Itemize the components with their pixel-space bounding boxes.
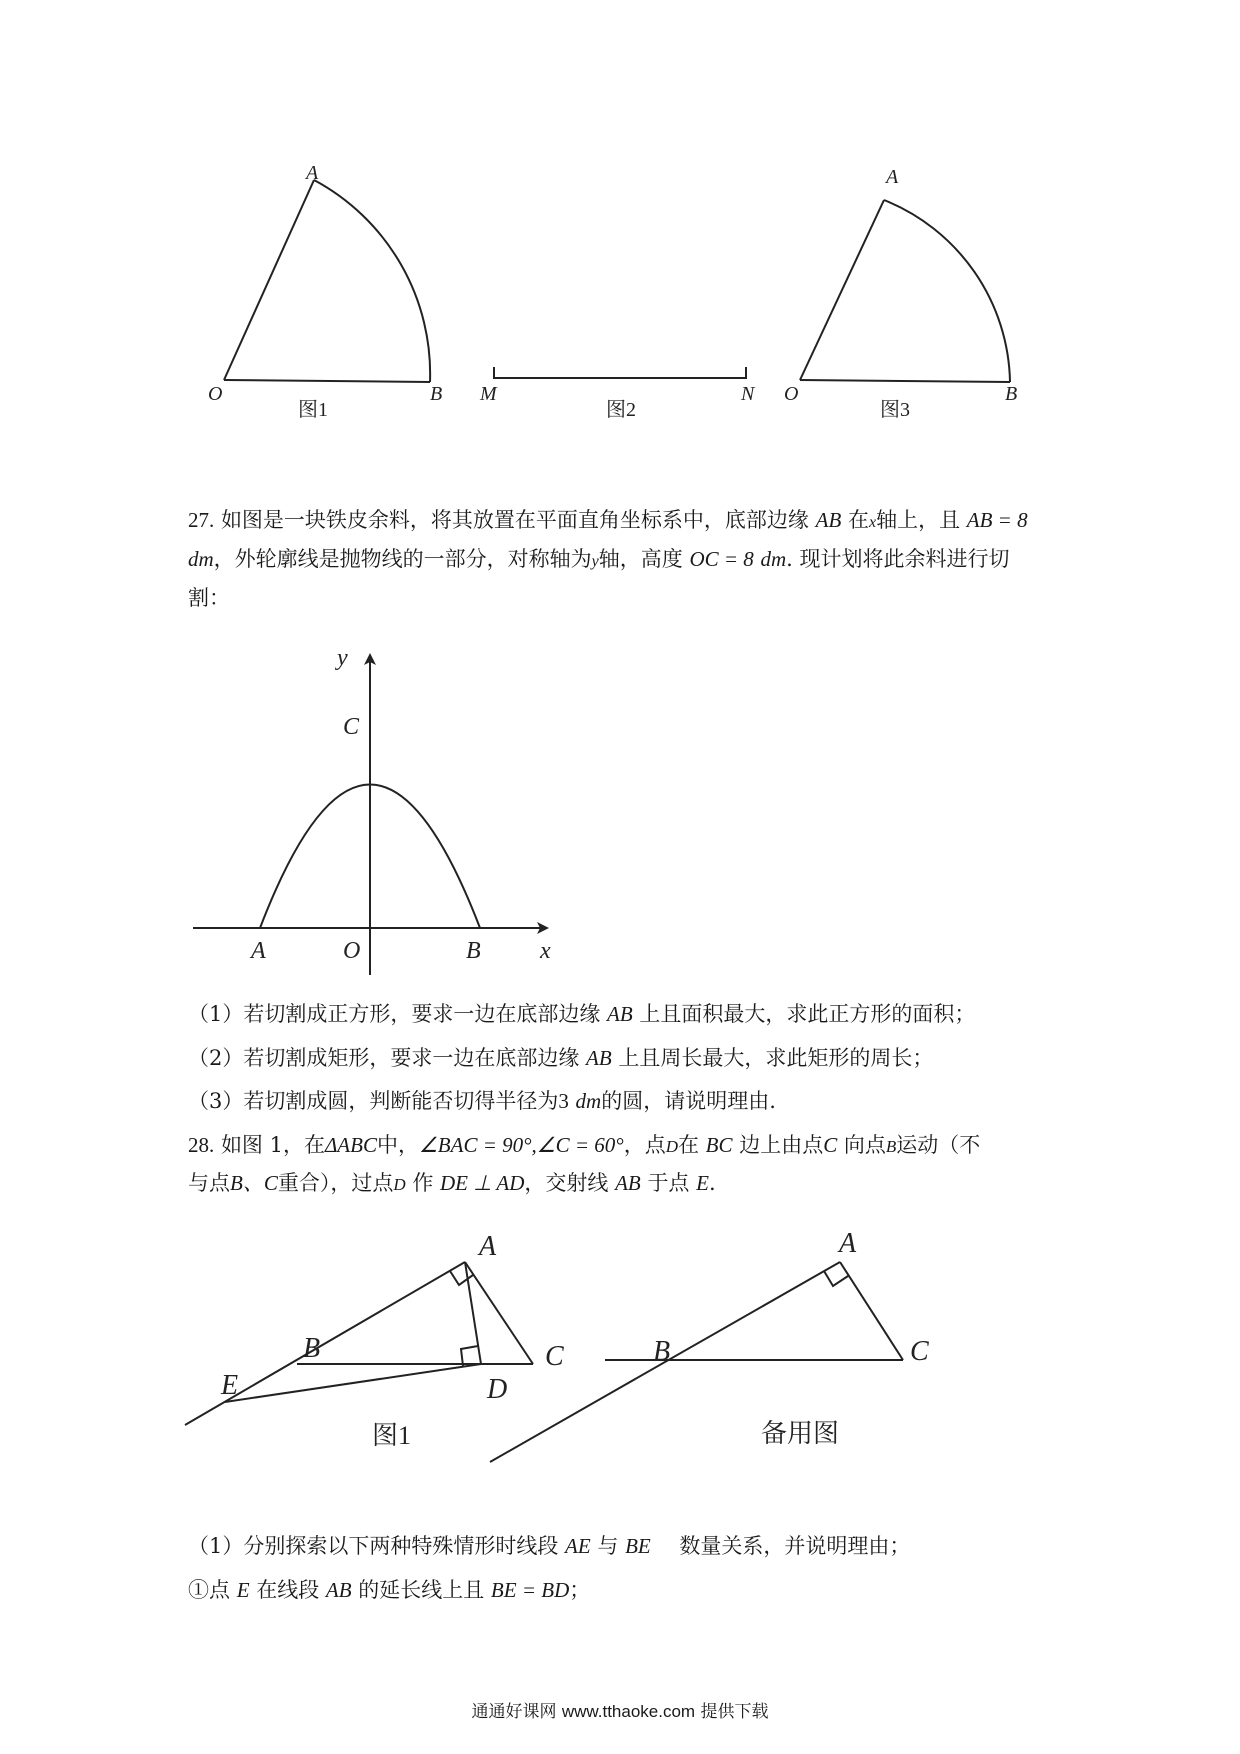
- math-ae: AE: [565, 1534, 591, 1558]
- question-27-sub-3: [188, 1083, 776, 1119]
- math-x: x: [868, 514, 877, 531]
- text: 上且周长最大，求此矩形的周长；: [618, 1046, 934, 1070]
- figure-caption: 图1: [298, 399, 328, 421]
- math-e: E: [696, 1171, 709, 1195]
- text: 边上由点: [739, 1133, 824, 1157]
- arc-ab: [884, 200, 1010, 382]
- label-a: A: [251, 938, 266, 964]
- text: ；: [569, 1578, 591, 1602]
- label-a: A: [886, 166, 899, 188]
- math-ab: AB: [325, 1578, 352, 1602]
- text: （1）分别探索以下两种特殊情形时线段: [188, 1534, 559, 1558]
- page-footer: [0, 1697, 1240, 1722]
- question-28-stem: [188, 1127, 1068, 1203]
- question-number: 27.: [188, 508, 215, 532]
- label-d: D: [487, 1374, 508, 1405]
- right-angle-a: [450, 1271, 473, 1285]
- math-dm: dm: [188, 547, 214, 571]
- math-perpendicular: DE ⊥ AD: [440, 1171, 525, 1195]
- label-o: O: [784, 383, 799, 405]
- text: （3）若切割成圆，判断能否切得半径为: [188, 1089, 559, 1113]
- label-y: y: [337, 645, 348, 671]
- math-b-c: B、C: [230, 1171, 278, 1195]
- question-28-line-2: [188, 1165, 1068, 1203]
- text: 在: [677, 1133, 699, 1157]
- text: 作: [412, 1171, 434, 1195]
- math-dm: dm: [760, 547, 787, 571]
- math-bc: BC: [705, 1133, 733, 1157]
- math-e: E: [236, 1578, 250, 1602]
- math-d: D: [665, 1137, 678, 1156]
- question-27-line-3: 割：: [188, 586, 230, 610]
- label-e: E: [221, 1370, 239, 1401]
- label-x: x: [540, 938, 551, 964]
- footer-site-name: 通通好课网: [471, 1702, 557, 1722]
- text: 与: [597, 1534, 619, 1558]
- text: 中，: [376, 1133, 419, 1157]
- text: 的延长线上且: [358, 1578, 485, 1602]
- math-b: B: [885, 1137, 897, 1156]
- text: （1）若切割成正方形，要求一边在底部边缘: [188, 1002, 601, 1026]
- label-b: B: [430, 383, 443, 405]
- segment-oa: [224, 180, 314, 380]
- text: 如图 1，在: [220, 1133, 325, 1157]
- figure-caption: 图2: [606, 399, 636, 421]
- math-oc-eq: OC = 8: [689, 547, 754, 571]
- arc-ab: [314, 180, 430, 382]
- figure-caption: 备用图: [761, 1419, 840, 1448]
- math-ab: AB: [615, 1171, 641, 1195]
- text: . 现计划将此余料进行切: [786, 547, 1010, 571]
- figure-caption: 图3: [880, 399, 910, 421]
- math-d: D: [393, 1175, 406, 1194]
- label-o: O: [343, 938, 361, 964]
- segment-de: [225, 1364, 481, 1402]
- text: 于点: [647, 1171, 690, 1195]
- math-be-eq-bd: BE = BD: [490, 1578, 570, 1602]
- question-28-sub-2: [188, 1572, 590, 1608]
- question-27-stem: [188, 502, 1068, 616]
- label-c: C: [545, 1341, 564, 1372]
- text: 运动（不: [896, 1133, 981, 1157]
- math-ab-eq: AB = 8: [966, 508, 1028, 532]
- figure-sector-1: [180, 160, 443, 421]
- text: 与点: [188, 1171, 230, 1195]
- segment-ob: [800, 380, 1010, 382]
- question-number: 28.: [188, 1133, 215, 1157]
- footer-tail: 提供下载: [700, 1702, 769, 1722]
- label-a: A: [839, 1228, 857, 1259]
- text: （2）若切割成矩形，要求一边在底部边缘: [188, 1046, 580, 1070]
- label-c: C: [910, 1336, 929, 1367]
- question-27-sub-2: [188, 1040, 933, 1076]
- question-27-line-1: [188, 502, 1068, 541]
- text: 轴，高度: [598, 547, 683, 571]
- segment-ac: [840, 1262, 903, 1360]
- text: ，点: [623, 1133, 666, 1157]
- label-a: A: [306, 162, 319, 184]
- math-c: C: [823, 1133, 838, 1157]
- label-c: C: [343, 714, 360, 740]
- text: ，交射线: [524, 1171, 609, 1195]
- label-b: B: [303, 1333, 321, 1364]
- label-b: B: [1005, 383, 1018, 405]
- figure-segment-mn: [480, 355, 770, 425]
- figure-caption: 图1: [372, 1421, 412, 1450]
- text: 数量关系，并说明理由；: [679, 1534, 911, 1558]
- question-27-line-2: [188, 541, 1068, 580]
- math-y: y: [591, 553, 599, 570]
- text: 的圆，请说明理由.: [601, 1089, 776, 1113]
- question-28-line-1: [188, 1127, 1068, 1165]
- figure-sector-3: [770, 160, 1030, 420]
- figure-parabola: [185, 645, 565, 985]
- question-27-sub-1: [188, 996, 975, 1032]
- label-b: B: [653, 1336, 671, 1367]
- label-m: M: [480, 383, 497, 405]
- label-o: O: [208, 383, 223, 405]
- math-be: BE: [625, 1534, 651, 1558]
- segment-ob: [224, 380, 430, 382]
- text: 上且面积最大，求此正方形的面积；: [639, 1002, 976, 1026]
- segment-oa: [800, 200, 884, 380]
- text: 重合），过点: [277, 1171, 394, 1195]
- math-ab: AB: [607, 1002, 633, 1026]
- label-a: A: [479, 1231, 497, 1262]
- math-ab: AB: [815, 508, 842, 532]
- math-ab: AB: [586, 1046, 612, 1070]
- math-dm: dm: [575, 1089, 602, 1113]
- text: 向点: [843, 1133, 886, 1157]
- footer-url[interactable]: www.tthaoke.com: [561, 1702, 696, 1721]
- figure-triangle-backup: [485, 1225, 935, 1465]
- math-3: 3: [558, 1089, 569, 1113]
- label-b: B: [466, 938, 481, 964]
- text: 在线段: [256, 1578, 320, 1602]
- text: ，外轮廓线是抛物线的一部分，对称轴为: [213, 547, 592, 571]
- text: 在: [847, 508, 869, 532]
- right-angle-a: [824, 1271, 848, 1286]
- text: .: [708, 1171, 716, 1195]
- math-triangle: ΔABC: [324, 1133, 377, 1157]
- text: 如图是一块铁皮余料，将其放置在平面直角坐标系中，底部边缘: [220, 508, 809, 532]
- math-angles: ∠BAC = 90°,∠C = 60°: [418, 1133, 624, 1157]
- label-n: N: [741, 383, 755, 405]
- text: ①点: [188, 1578, 230, 1602]
- text: 轴上，且: [876, 508, 961, 532]
- question-28-sub-1: [188, 1528, 910, 1564]
